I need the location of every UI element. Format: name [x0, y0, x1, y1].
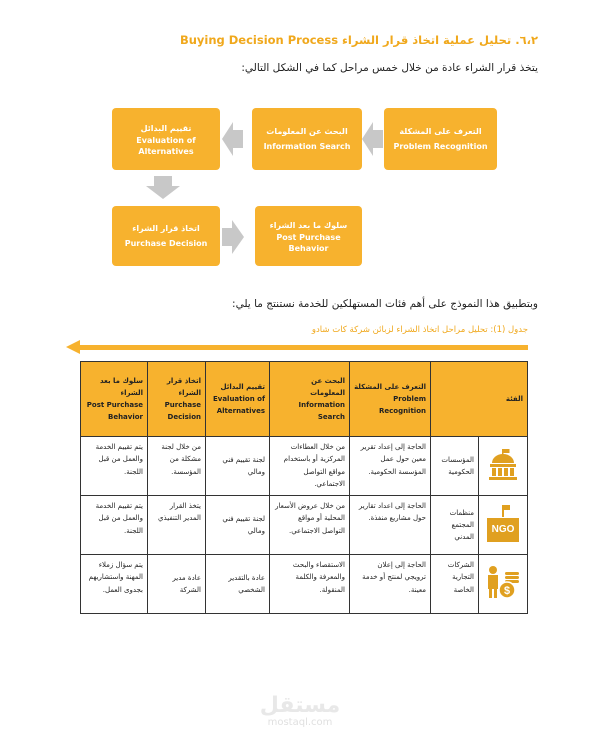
timeline-bar: [78, 345, 528, 350]
business-money-icon: [485, 564, 521, 600]
table-cell: الحاجة إلى إعداد تقرير معين حول عمل المؤسسة الحكومية.: [350, 437, 431, 496]
table-row: [81, 555, 528, 614]
header-en: Information Search: [298, 401, 345, 422]
arrow-down-icon: [146, 176, 180, 199]
step-ar: البحث عن المعلومات: [266, 126, 348, 136]
step-ar: تقييم البدائل: [140, 124, 192, 134]
step-en: Information Search: [263, 142, 351, 151]
table-cell: لجنة تقييم فني ومالي: [206, 437, 270, 496]
arrow-left-icon: [222, 122, 243, 156]
table-cell: يتم تقييم الخدمة والعمل من قبل اللجنة.: [81, 496, 148, 555]
category-cell: المؤسسات الحكومية: [431, 437, 479, 496]
step-en: Post Purchase Behavior: [276, 233, 341, 253]
icon-cell: [479, 496, 528, 555]
header-ar: تقييم البدائل: [220, 382, 265, 391]
table-cell: الحاجة إلى إعلان ترويجي لمنتج أو خدمة معينة.: [350, 555, 431, 614]
step-en: Evaluation of Alternatives: [136, 136, 196, 156]
watermark-en: mostaql.com: [267, 717, 333, 728]
arrow-left-icon: [66, 340, 80, 354]
icon-cell: [479, 555, 528, 614]
table-cell: يتخذ القرار المدير التنفيذي: [148, 496, 206, 555]
arrow-right-icon: [222, 220, 244, 254]
table-cell: من خلال لجنة مشكلة من المؤسسة.: [148, 437, 206, 496]
intro-text: يتخذ قرار الشراء عادة من خلال خمس مراحل كما في الشكل التالي:: [241, 62, 538, 74]
header-purchase: [148, 362, 206, 437]
table-row: [81, 496, 528, 555]
header-ar: التعرف على المشكلة: [354, 382, 426, 391]
table-cell: يتم تقييم الخدمة والعمل من قبل اللجنة.: [81, 437, 148, 496]
watermark: [0, 695, 600, 728]
header-ar: البحث عن المعلومات: [310, 376, 345, 397]
ngo-icon: [487, 505, 519, 545]
svg-text:$: $: [503, 584, 511, 597]
header-en: Purchase Decision: [164, 401, 201, 422]
header-ar: سلوك ما بعد الشراء: [99, 376, 143, 397]
step-ar: سلوك ما بعد الشراء: [269, 221, 348, 231]
step-en: Purchase Decision: [124, 239, 208, 248]
header-information: [270, 362, 350, 437]
header-evaluation: [206, 362, 270, 437]
header-category: [431, 362, 528, 437]
watermark-ar: مستقل: [259, 693, 341, 718]
table-cell: الحاجة إلى اعداد تقارير حول مشاريع منفذة.: [350, 496, 431, 555]
ngo-label: NGO: [487, 518, 519, 542]
header-en: Problem Recognition: [378, 394, 426, 416]
arrow-left-icon: [362, 122, 383, 156]
category-cell: منظمات المجتمع المدني: [431, 496, 479, 555]
table-cell: من خلال العطاءات المركزية أو باستخدام مواقع التواصل الاجتماعي.: [270, 437, 350, 496]
step-en: Problem Recognition: [393, 142, 488, 151]
table-cell: يتم سؤال زملاء المهنة واستشاريهم بجدوى العمل.: [81, 555, 148, 614]
header-post-purchase: [81, 362, 148, 437]
table-row: [81, 437, 528, 496]
table-cell: عادة بالتقدير الشخصي: [206, 555, 270, 614]
table-cell: من خلال عروض الأسعار المحلية أو مواقع التواصل الاجتماعي.: [270, 496, 350, 555]
category-cell: الشركات التجارية الخاصة: [431, 555, 479, 614]
header-ar: اتخاذ قرار الشراء: [166, 376, 201, 397]
government-building-icon: [486, 447, 520, 481]
table-cell: عادة مدير الشركة: [148, 555, 206, 614]
table-cell: لجنة تقييم فني ومالي: [206, 496, 270, 555]
header-en: Post Purchase Behavior: [86, 401, 143, 422]
flow-arrows: [0, 0, 600, 300]
icon-cell: [479, 437, 528, 496]
header-problem: [350, 362, 431, 437]
header-ar: الفئة: [505, 394, 523, 403]
step-ar: التعرف على المشكلة: [399, 126, 482, 136]
table-cell: الاستقصاء والبحث والمعرفة والكلمة المنقولة.: [270, 555, 350, 614]
section-heading: ٦،٢. تحليل عملية اتخاذ قرار الشراء Buying Decision Process: [179, 33, 538, 47]
step-ar: اتخاذ قرار الشراء: [132, 223, 200, 233]
table-header-row: [81, 362, 528, 437]
buying-stages-table: [80, 361, 528, 614]
application-text: وبتطبيق هذا النموذج على أهم فئات المستهلكين للخدمة نستنتج ما يلي:: [232, 298, 538, 310]
header-en: Evaluation of Alternatives: [212, 394, 265, 416]
table-caption: جدول (1): تحليل مراحل اتخاذ الشراء لزبائن شركة كات شادو: [311, 325, 528, 335]
